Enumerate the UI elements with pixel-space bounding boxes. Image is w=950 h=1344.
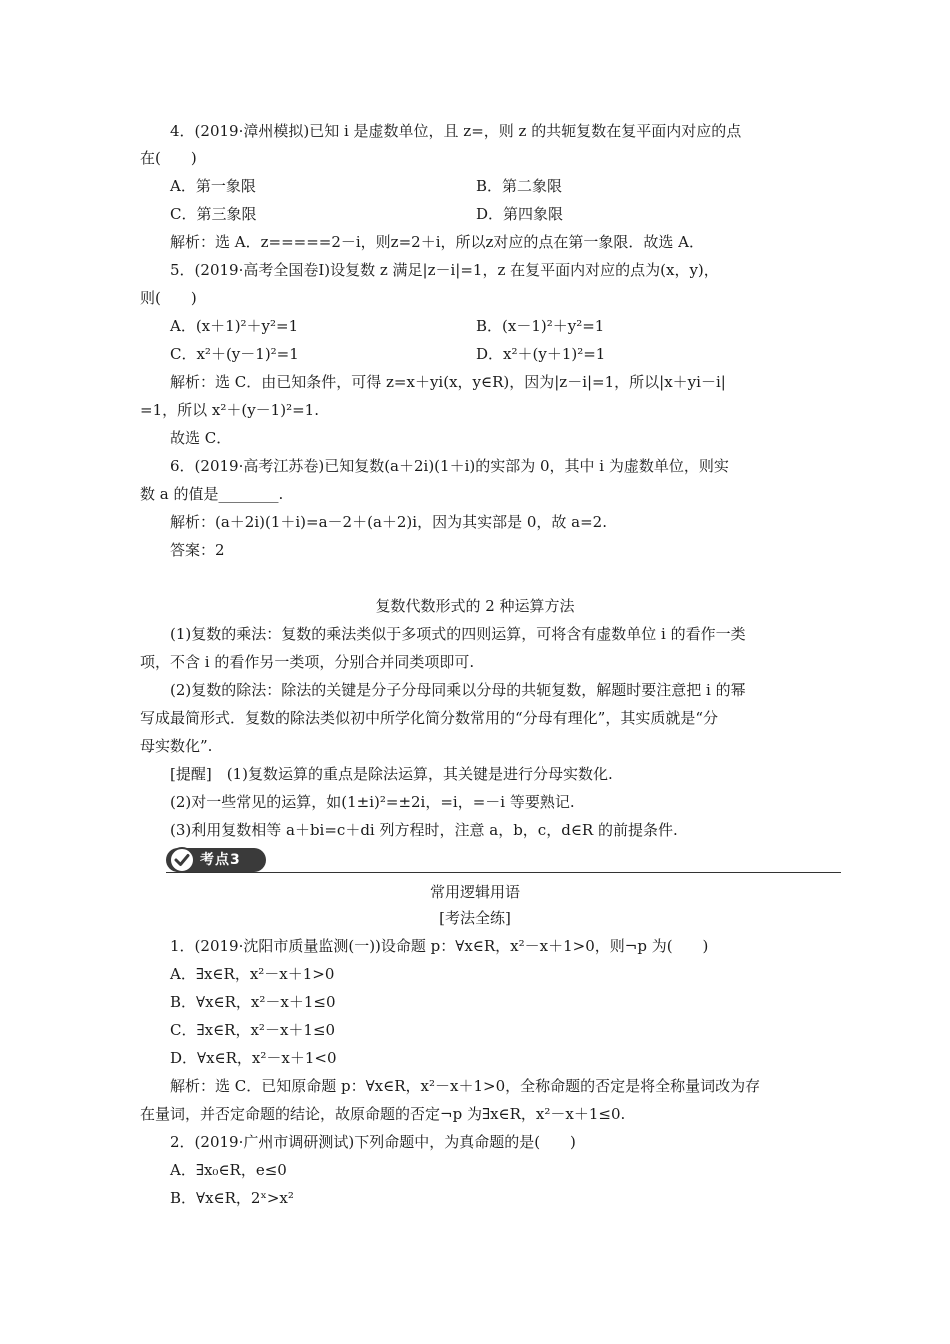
q1-option-d: D．∀x∈R，x²－x＋1<0 [170, 1049, 337, 1067]
q5-option-d: D．x²＋(y＋1)²=1 [476, 345, 606, 363]
q5-option-a: A．(x＋1)²＋y²=1 [170, 317, 299, 335]
q1-option-a: A．∃x∈R，x²－x＋1>0 [170, 965, 335, 983]
method-2-line-3: 母实数化”. [140, 737, 213, 755]
q5-solution-line-2: =1，所以 x²＋(y－1)²=1. [140, 401, 319, 419]
q2-stem: 2．(2019·广州市调研测试)下列命题中，为真命题的是( ) [170, 1133, 576, 1151]
tip-line-2: (2)对一些常见的运算，如(1±i)²=±2i，=i，=－i 等要熟记. [170, 793, 575, 811]
q1-solution-line-1: 解析：选 C．已知原命题 p：∀x∈R，x²－x＋1>0，全称命题的否定是将全称量词改为存 [170, 1077, 761, 1095]
badge-label: 考点3 [200, 852, 241, 868]
q4-option-c: C．第三象限 [170, 205, 257, 223]
q4-stem-line-1: 4．(2019·漳州模拟)已知 i 是虚数单位，且 z=，则 z 的共轭复数在复平面内对应的点 [170, 122, 742, 140]
q6-solution: 解析：(a＋2i)(1＋i)=a－2＋(a＋2)i，因为其实部是 0，故 a=2. [170, 513, 607, 531]
q5-option-c: C．x²＋(y－1)²=1 [170, 345, 299, 363]
section-rule [166, 872, 841, 873]
check-icon [169, 847, 195, 873]
section-title: 常用逻辑用语 [429, 883, 520, 901]
q1-solution-line-2: 在量词，并否定命题的结论，故原命题的否定¬p 为∃x∈R，x²－x＋1≤0. [140, 1105, 626, 1123]
q1-stem: 1．(2019·沈阳市质量监测(一))设命题 p：∀x∈R，x²－x＋1>0，则¬p 为( ) [170, 937, 709, 955]
q5-option-b: B．(x－1)²＋y²=1 [476, 317, 605, 335]
method-2-line-1: (2)复数的除法：除法的关键是分子分母同乘以分母的共轭复数，解题时要注意把 i 的幂 [170, 681, 746, 699]
q4-option-a: A．第一象限 [170, 177, 256, 195]
q1-option-b: B．∀x∈R，x²－x＋1≤0 [170, 993, 336, 1011]
q6-stem-line-2: 数 a 的值是________. [140, 485, 284, 503]
q2-option-b: B．∀x∈R，2ˣ>x² [170, 1189, 294, 1207]
q5-stem-line-1: 5．(2019·高考全国卷Ⅰ)设复数 z 满足|z－i|=1，z 在复平面内对应的点为(x，y)， [170, 261, 719, 279]
badge-pill [166, 848, 266, 872]
q5-solution-line-1: 解析：选 C．由已知条件，可得 z=x＋yi(x，y∈R)，因为|z－i|=1，所以|x＋yi－i| [170, 373, 726, 391]
q4-option-b: B．第二象限 [476, 177, 563, 195]
q4-option-d: D．第四象限 [476, 205, 564, 223]
q6-stem-line-1: 6．(2019·高考江苏卷)已知复数(a＋2i)(1＋i)的实部为 0，其中 i 为虚数单位，则实 [170, 457, 729, 475]
section-badge [166, 847, 841, 875]
method-1-line-2: 项，不含 i 的看作另一类项，分别合并同类项即可. [140, 653, 475, 671]
q1-option-c: C．∃x∈R，x²－x＋1≤0 [170, 1021, 336, 1039]
method-heading: 复数代数形式的 2 种运算方法 [375, 597, 575, 615]
tip-line-1: [提醒] (1)复数运算的重点是除法运算，其关键是进行分母实数化. [170, 765, 613, 783]
q2-option-a: A．∃x₀∈R，e≤0 [170, 1161, 287, 1179]
method-2-line-2: 写成最简形式．复数的除法类似初中所学化简分数常用的“分母有理化”，其实质就是“分 [140, 709, 719, 727]
method-1-line-1: (1)复数的乘法：复数的乘法类似于多项式的四则运算，可将含有虚数单位 i 的看作一类 [170, 625, 746, 643]
section-subtitle: [考法全练] [439, 909, 511, 927]
q5-solution-line-3: 故选 C． [170, 429, 232, 447]
q5-stem-line-2: 则( ) [140, 289, 197, 307]
q6-answer: 答案：2 [170, 541, 225, 559]
q4-stem-line-2: 在( ) [140, 149, 197, 167]
q4-solution: 解析：选 A．z=====2－i，则z=2＋i，所以z对应的点在第一象限．故选 A． [170, 233, 705, 251]
tip-line-3: (3)利用复数相等 a＋bi=c＋di 列方程时，注意 a，b，c，d∈R 的前提条件. [170, 821, 678, 839]
